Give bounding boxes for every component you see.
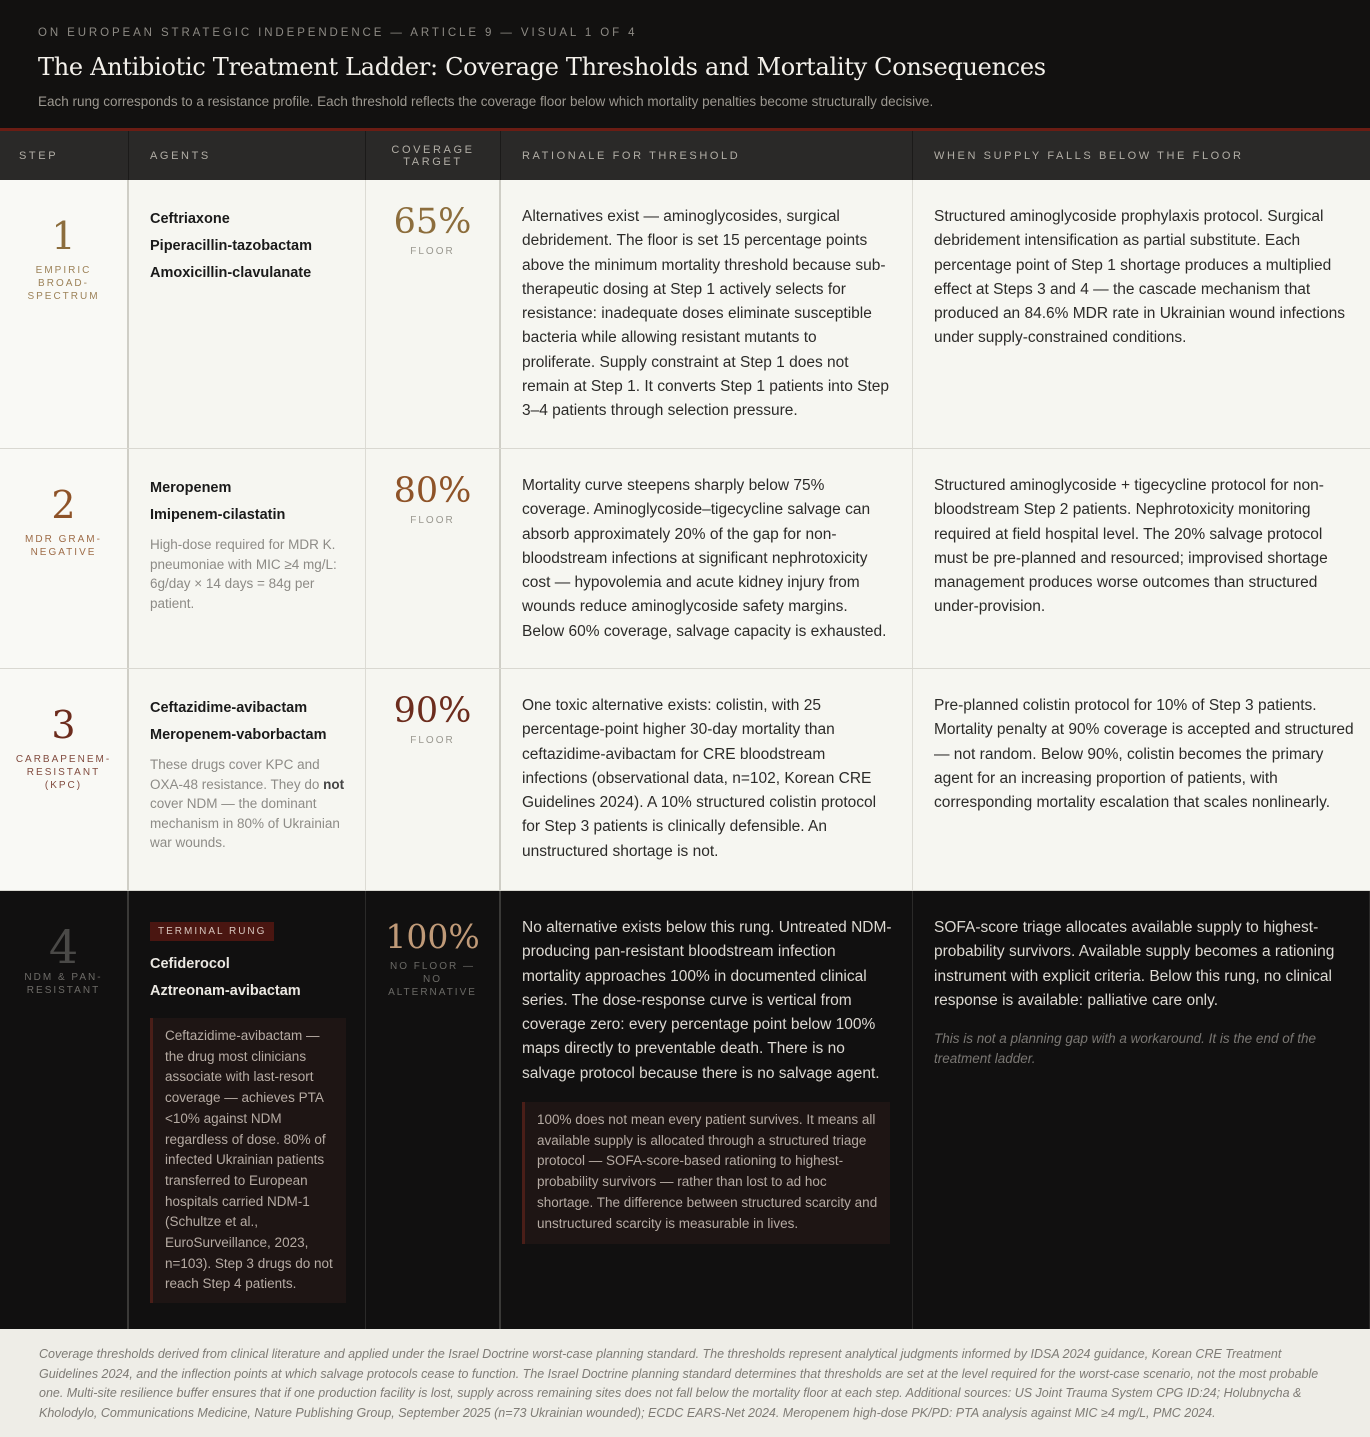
step-number: 3: [51, 703, 76, 747]
table-row-step-1: [0, 180, 1370, 449]
coverage-value: 65%: [393, 202, 472, 242]
series-kicker: ON EUROPEAN STRATEGIC INDEPENDENCE — ARTICLE 9 — VISUAL 1 OF 4: [38, 27, 638, 39]
coverage-sub: FLOOR: [410, 735, 455, 746]
coverage-cell: [366, 180, 501, 448]
supply-text: SOFA-score triage allocates available supply to highest-probability survivors. Available supply becomes a rationing instrument with explicit criteria. Below this rung, no clinical response is available: palliative care only.: [934, 919, 1335, 1009]
col-agents: AGENTS: [129, 131, 366, 180]
coverage-sub: FLOOR: [410, 515, 455, 526]
supply-cell: Structured aminoglycoside prophylaxis protocol. Surgical debridement intensification as partial substitute. Each percentage point of Step 1 shortage produces a multiplied effect at Steps 3 and 4 — the cascade mechanism that produced an 84.6% MDR rate in Ukrainian wound infections under supply-constrained conditions.: [934, 208, 1345, 347]
col-coverage-target: [366, 131, 501, 180]
note-text: These drugs cover KPC and OXA-48 resistance. They do: [150, 757, 324, 792]
rationale-cell: One toxic alternative exists: colistin, with 25 percentage-point higher 30-day mortality than ceftazidime-avibactam for CRE bloodstream infections (observational data, n=102, Korean CRE Guidelines 2024). A 10% structured colistin protocol for Step 3 patients is clinically defensible. An unstructured shortage is not.: [501, 669, 913, 890]
terminal-rung-badge: TERMINAL RUNG: [150, 922, 274, 941]
coverage-cell: [366, 669, 501, 890]
drug-name: Cefiderocol: [150, 956, 230, 972]
step-cell: [0, 891, 129, 1329]
triage-note: 100% does not mean every patient survives. It means all available supply is allocated through a structured triage protocol — SOFA-score-based rationing to highest-probability survivors — rather than lost to ad hoc shortage. The difference between structured scarcity and unstructured scarcity is measurable in lives.: [522, 1102, 890, 1244]
page-subtitle: Each rung corresponds to a resistance profile. Each threshold reflects the coverage floor below which mortality penalties become structurally decisive.: [38, 94, 934, 109]
supply-cell: Structured aminoglycoside + tigecycline protocol for non-bloodstream Step 2 patients. Nephrotoxicity monitoring required at field hospital level. The 20% salvage protocol must be pre-planned and resourced; improvised shortage management produces worse outcomes than structured under-provision.: [934, 477, 1328, 616]
agents-cell: [129, 891, 366, 1329]
col-supply: WHEN SUPPLY FALLS BELOW THE FLOOR: [934, 149, 1244, 162]
drug-name: Ceftazidime-avibactam: [150, 700, 308, 716]
col-coverage-target-line2: TARGET: [403, 155, 463, 168]
drug-name: Meropenem-vaborbactam: [150, 727, 327, 743]
coverage-value: 90%: [393, 691, 472, 731]
drug-name: Meropenem: [150, 480, 232, 496]
drug-name: Imipenem-cilastatin: [150, 507, 286, 523]
coverage-sub: NO FLOOR — NO ALTERNATIVE: [388, 961, 477, 998]
ndm-note: Ceftazidime-avibactam — the drug most clinicians associate with last-resort coverage — achieves PTA <10% against NDM regardless of dose. 80% of infected Ukrainian patients transferred to European hospitals carried NDM-1 (Schultze et al., EuroSurveillance, 2023, n=103). Step 3 drugs do not reach Step 4 patients.: [150, 1018, 346, 1303]
table-row-step-2: [0, 449, 1370, 669]
col-rationale: RATIONALE FOR THRESHOLD: [501, 131, 913, 180]
page-header: [0, 0, 1370, 128]
col-step: STEP: [0, 131, 129, 180]
note-emphasis: not: [323, 776, 345, 792]
col-coverage-target-line1: COVERAGE: [391, 143, 475, 156]
drug-name: Amoxicillin-clavulanate: [150, 265, 312, 281]
rationale-cell: Mortality curve steepens sharply below 75% coverage. Aminoglycoside–tigecycline salvage can absorb approximately 20% of the gap for non-bloodstream infections at significant nephrotoxicity cost — hypovolemia and acute kidney injury from wounds reduce aminoglycoside safety margins. Below 60% coverage, salvage capacity is exhausted.: [501, 449, 913, 668]
rationale-cell: Alternatives exist — aminoglycosides, surgical debridement. The floor is set 15 percentage points above the minimum mortality threshold because sub-therapeutic dosing at Step 1 actively selects for resistance: inadequate doses eliminate susceptible bacteria while allowing resistant mutants to proliferate. Supply constraint at Step 1 does not remain at Step 1. It converts Step 1 patients into Step 3–4 patients through selection pressure.: [501, 180, 913, 448]
supply-cell: [913, 891, 1370, 1329]
dosing-note: High-dose required for MDR K. pneumoniae with MIC ≥4 mg/L: 6g/day × 14 days = 84g per patient.: [150, 537, 337, 611]
rationale-cell: [501, 891, 913, 1329]
step-cell: [0, 180, 129, 448]
table-header: [0, 131, 1370, 180]
drug-name: Ceftriaxone: [150, 211, 230, 227]
coverage-cell: [366, 449, 501, 668]
note-text: cover NDM — the dominant mechanism in 80% of Ukrainian war wounds.: [150, 796, 340, 850]
step-label: MDR GRAM-NEGATIVE: [25, 534, 102, 558]
step-cell: [0, 669, 129, 890]
agents-cell: [129, 180, 366, 448]
rationale-text: No alternative exists below this rung. Untreated NDM-producing pan-resistant bloodstream infection mortality approaches 100% in documented clinical series. The dose-response curve is vertical from coverage zero: every percentage point below 100% maps directly to preventable death. There is no salvage protocol because there is no salvage agent.: [522, 919, 892, 1082]
drug-name: Aztreonam-avibactam: [150, 983, 301, 999]
step-label: CARBAPENEM-RESISTANT (KPC): [15, 754, 112, 791]
table-row-step-3: [0, 669, 1370, 891]
sources-footnote: Coverage thresholds derived from clinical literature and applied under the Israel Doctrine worst-case planning standard. The thresholds represent analytical judgments informed by IDSA 2024 guidance, Korean CRE Treatment Guidelines 2024, and the inflection points at which salvage protocols cease to function. The Israel Doctrine planning standard determines that thresholds are set at the level required for the worst-case scenario, not the most probable one. Multi-site resilience buffer ensures that if one production facility is lost, supply across remaining sites does not fall below the mortality floor at each step. Additional sources: US Joint Trauma System CPG ID:24; Holubnycha & Kholodylo, Communications Medicine, Nature Publishing Group, September 2025 (n=73 Ukrainian wounded); ECDC EARS-Net 2024. Meropenem high-dose PK/PD: PTA analysis against MIC ≥4 mg/L, PMC 2024.: [0, 1329, 1370, 1437]
step-cell: [0, 449, 129, 668]
step-number: 4: [48, 920, 79, 974]
table-row-step-4: [0, 891, 1370, 1329]
step-label: NDM & PAN-RESISTANT: [24, 972, 103, 996]
agents-cell: [129, 669, 366, 890]
closing-note: This is not a planning gap with a workaround. It is the end of the treatment ladder.: [934, 1031, 1316, 1066]
coverage-value: 100%: [385, 917, 480, 956]
page-title: The Antibiotic Treatment Ladder: Coverage Thresholds and Mortality Consequences: [38, 53, 1046, 81]
step-number: 2: [51, 483, 76, 527]
supply-cell: Pre-planned colistin protocol for 10% of Step 3 patients. Mortality penalty at 90% coverage is accepted and structured — not random. Below 90%, colistin becomes the primary agent for an increasing proportion of patients, with corresponding mortality escalation that scales nonlinearly.: [934, 697, 1354, 812]
coverage-cell: [366, 891, 501, 1329]
step-label: EMPIRIC BROAD-SPECTRUM: [27, 265, 100, 302]
agents-cell: [129, 449, 366, 668]
coverage-note: [150, 755, 349, 853]
coverage-value: 80%: [393, 471, 472, 511]
drug-name: Piperacillin-tazobactam: [150, 238, 312, 254]
step-number: 1: [51, 214, 76, 258]
coverage-sub: FLOOR: [410, 246, 455, 257]
